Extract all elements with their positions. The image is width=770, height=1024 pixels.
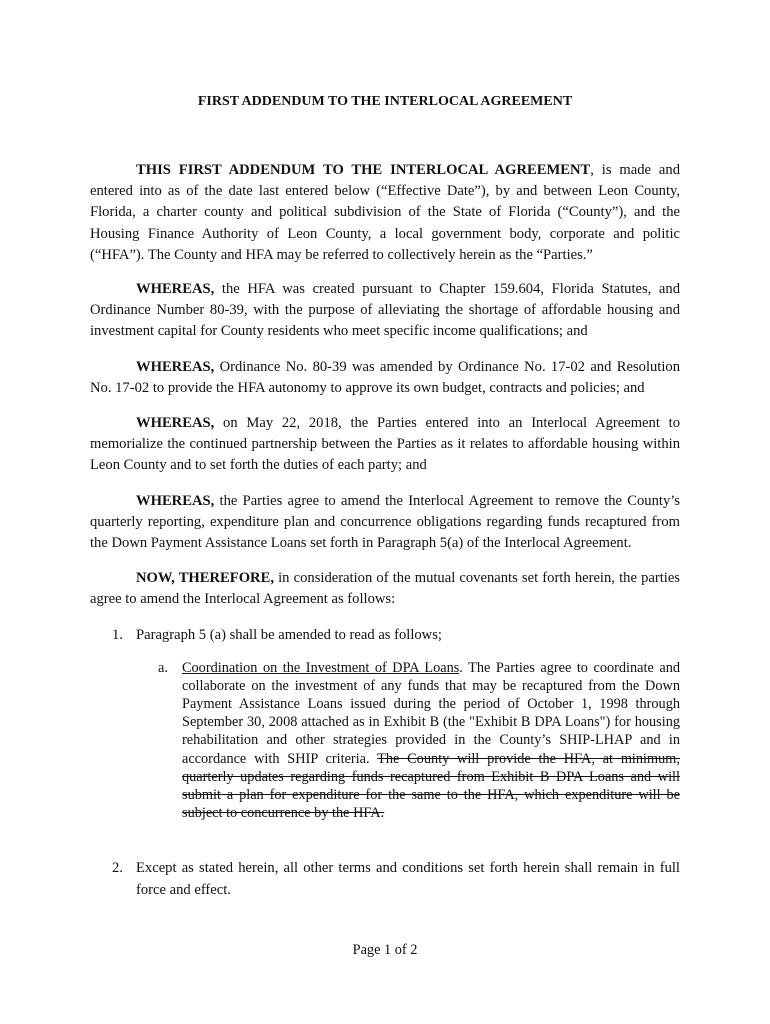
- whereas-lead: WHEREAS,: [136, 492, 215, 509]
- whereas-paragraph-3: [90, 413, 680, 477]
- whereas-lead: WHEREAS,: [136, 415, 215, 432]
- now-therefore-paragraph: [90, 568, 680, 610]
- intro-lead: THIS FIRST ADDENDUM TO THE INTERLOCAL AGREEMENT: [136, 162, 591, 178]
- document-body: [90, 160, 680, 901]
- whereas-lead: WHEREAS,: [136, 358, 215, 375]
- list-number: 1.: [112, 626, 123, 643]
- now-therefore-lead: NOW, THEREFORE,: [136, 570, 274, 587]
- intro-text: , is made and entered into as of the date last entered below (“Effective Date”), by and between Leon County, Florida, a charter county and political subdivision of the State of Florida (“County”), and the Housing Finance Authority of Leon County, a local government body, corporate and politic (“HFA”). The County and HFA may be referred to collectively herein as the “Parties.”: [90, 162, 680, 263]
- whereas-text: Ordinance No. 80-39 was amended by Ordinance No. 17-02 and Resolution No. 17-02 to provide the HFA autonomy to approve its own budget, contracts and policies; and: [90, 358, 680, 396]
- whereas-paragraph-1: [90, 279, 680, 343]
- sub-item-text: . The Parties agree to coordinate and collaborate on the investment of any funds that may be recaptured from the Down Payment Assistance Loans issued during the period of October 1, 1998 through September 30, 2008 attached as in Exhibit B (the "Exhibit B DPA Loans") for housing rehabilitation and other strategies provided in the County’s SHIP-LHAP and in accordance with SHIP criteria.: [182, 659, 680, 767]
- list-number: 2.: [112, 860, 123, 877]
- whereas-lead: WHEREAS,: [136, 281, 215, 298]
- struck-text: The County will provide the HFA, at minimum, quarterly updates regarding funds recaptured from Exhibit B DPA Loans and will submit a plan for expenditure for the same to the HFA, which expenditure will be subject to concurrence by the HFA.: [182, 750, 680, 822]
- whereas-text: the Parties agree to amend the Interlocal Agreement to remove the County’s quarterly reporting, expenditure plan and concurrence obligations regarding funds recaptured from the Down Payment Assistance Loans set forth in Paragraph 5(a) of the Interlocal Agreement.: [90, 492, 680, 552]
- list-item-text: Except as stated herein, all other terms and conditions set forth herein shall remain in full force and effect.: [136, 860, 680, 898]
- page-number: Page 1 of 2: [352, 942, 418, 958]
- sub-item-letter: a.: [158, 659, 168, 676]
- whereas-paragraph-2: [90, 357, 680, 399]
- document-title: FIRST ADDENDUM TO THE INTERLOCAL AGREEMENT: [197, 94, 573, 109]
- whereas-paragraph-4: [90, 491, 680, 555]
- list-item-text: Paragraph 5 (a) shall be amended to read as follows;: [136, 626, 442, 643]
- intro-paragraph: [90, 160, 680, 266]
- list-item-1: [90, 625, 680, 646]
- sub-item-heading: Coordination on the Investment of DPA Loans: [182, 659, 460, 676]
- list-item-2: [90, 858, 680, 901]
- whereas-text: on May 22, 2018, the Parties entered into an Interlocal Agreement to memorialize the continued partnership between the Parties as it relates to affordable housing within Leon County and to set forth the duties of each party; and: [90, 415, 680, 474]
- now-therefore-text: in consideration of the mutual covenants set forth herein, the parties agree to amend the Interlocal Agreement as follows:: [90, 570, 680, 608]
- whereas-text: the HFA was created pursuant to Chapter 159.604, Florida Statutes, and Ordinance Number 80-39, with the purpose of alleviating the shortage of affordable housing and investment capital for County residents who meet specific income qualifications; and: [90, 281, 680, 340]
- sub-item-a: [90, 659, 680, 823]
